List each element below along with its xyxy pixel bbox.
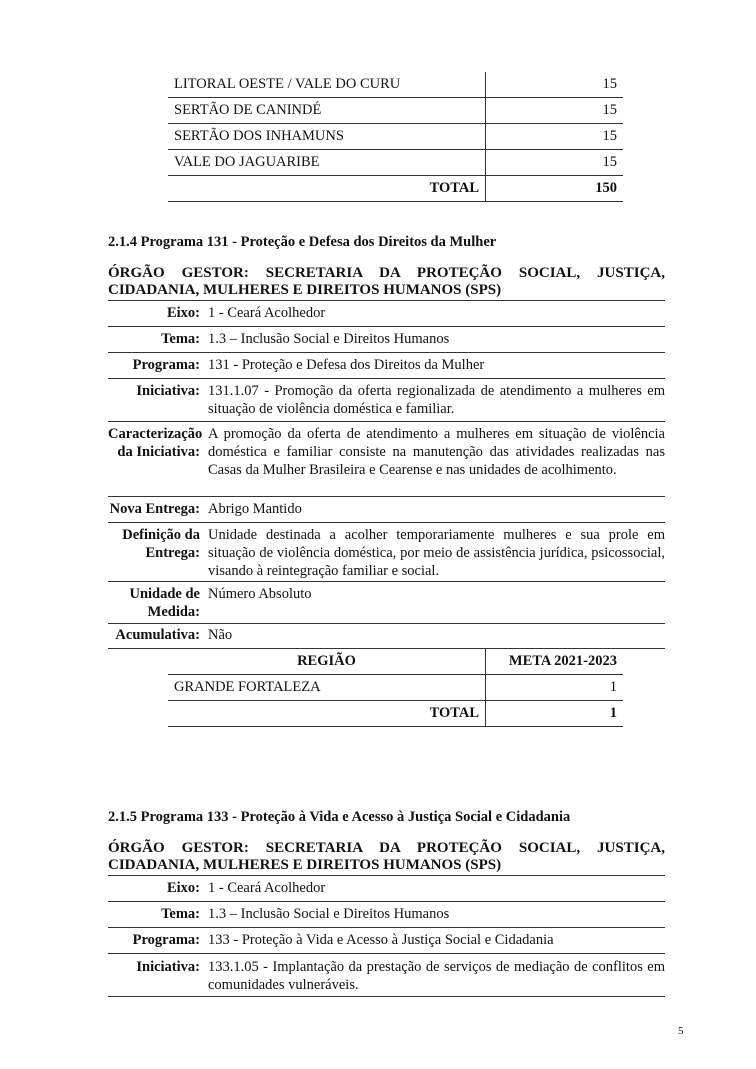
header-region: REGIÃO <box>168 649 486 675</box>
field-eixo <box>108 304 665 322</box>
field-label-line: Entrega: <box>145 545 200 561</box>
field-tema <box>108 330 665 348</box>
field-value: 1.3 – Inclusão Social e Direitos Humanos <box>208 906 450 922</box>
region-cell: GRANDE FORTALEZA <box>168 675 486 701</box>
value-cell: 15 <box>486 150 624 176</box>
meta-region-table <box>168 649 623 727</box>
top-region-table <box>168 72 623 202</box>
org-line-2: CIDADANIA, MULHERES E DIREITOS HUMANOS (SPS) <box>108 282 502 298</box>
field-label <box>108 425 208 479</box>
table-row <box>168 72 623 98</box>
field-iniciativa <box>108 382 665 418</box>
org-gestor-215 <box>108 840 665 874</box>
divider <box>108 875 665 876</box>
field-label: Tema: <box>161 906 200 922</box>
total-row <box>168 176 623 202</box>
divider <box>108 581 665 582</box>
field-value: 1 - Ceará Acolhedor <box>208 880 326 896</box>
divider <box>108 522 665 523</box>
total-row <box>168 701 623 727</box>
field-label-line: Unidade de <box>129 586 200 602</box>
header-meta: META 2021-2023 <box>486 649 624 675</box>
field-programa <box>108 931 665 949</box>
field-unidade <box>108 585 665 621</box>
total-label: TOTAL <box>168 701 486 727</box>
field-value: A promoção da oferta de atendimento a mulheres em situação de violência doméstica e familiar consiste na manutenção das atividades realizadas nas Casas da Mulher Brasileira e Cearense e nas unidades de acolhimento. <box>208 426 665 478</box>
field-label: Iniciativa: <box>136 383 200 399</box>
field-value: 131.1.07 - Promoção da oferta regionalizada de atendimento a mulheres em situação de violência doméstica e familiar. <box>208 383 665 417</box>
table-row <box>168 675 623 701</box>
total-label: TOTAL <box>168 176 486 202</box>
field-label-line: Caracterização <box>108 426 203 442</box>
field-label: Eixo: <box>166 880 200 896</box>
table-row <box>168 98 623 124</box>
org-line-1: ÓRGÃO GESTOR: SECRETARIA DA PROTEÇÃO SOCIAL, JUSTIÇA, <box>108 265 665 281</box>
field-acumulativa <box>108 626 665 644</box>
divider <box>108 300 665 301</box>
field-label <box>108 526 208 580</box>
org-line-2: CIDADANIA, MULHERES E DIREITOS HUMANOS (SPS) <box>108 857 502 873</box>
divider <box>108 496 665 497</box>
divider <box>108 996 665 997</box>
field-label <box>108 585 208 621</box>
field-label: Programa: <box>132 932 200 948</box>
divider <box>108 927 665 928</box>
field-label: Tema: <box>161 331 200 347</box>
table-row <box>168 124 623 150</box>
field-value: 1.3 – Inclusão Social e Direitos Humanos <box>208 331 450 347</box>
field-value: Unidade destinada a acolher temporariamente mulheres e sua prole em situação de violência doméstica, por meio de assistência jurídica, psicossocial, visando à reintegração familiar e social. <box>208 527 665 579</box>
divider <box>108 421 665 422</box>
field-programa <box>108 356 665 374</box>
divider <box>108 953 665 954</box>
field-value: 1 - Ceará Acolhedor <box>208 305 326 321</box>
field-label-line: da Iniciativa: <box>117 444 200 460</box>
field-value: 133.1.05 - Implantação da prestação de serviços de mediação de conflitos em comunidades vulneráveis. <box>208 959 665 993</box>
region-cell: SERTÃO DOS INHAMUNS <box>168 124 486 150</box>
field-value: Abrigo Mantido <box>208 501 302 517</box>
field-label: Acumulativa: <box>115 627 200 643</box>
field-label: Iniciativa: <box>136 959 200 975</box>
value-cell: 15 <box>486 72 624 98</box>
divider <box>108 326 665 327</box>
field-definicao <box>108 526 665 580</box>
field-tema <box>108 905 665 923</box>
total-value: 1 <box>486 701 624 727</box>
table-header-row <box>168 649 623 675</box>
divider <box>108 901 665 902</box>
region-cell: SERTÃO DE CANINDÉ <box>168 98 486 124</box>
field-label-line: Medida: <box>147 604 200 620</box>
value-cell: 1 <box>486 675 624 701</box>
org-line-1: ÓRGÃO GESTOR: SECRETARIA DA PROTEÇÃO SOCIAL, JUSTIÇA, <box>108 840 665 856</box>
field-nova-entrega <box>108 500 665 518</box>
table-row <box>168 150 623 176</box>
divider <box>108 352 665 353</box>
field-caracterizacao <box>108 425 665 479</box>
field-value: 133 - Proteção à Vida e Acesso à Justiça Social e Cidadania <box>208 932 554 948</box>
field-value: Número Absoluto <box>208 586 312 602</box>
field-label: Programa: <box>132 357 200 373</box>
section-title-214: 2.1.4 Programa 131 - Proteção e Defesa dos Direitos da Mulher <box>108 234 497 250</box>
region-cell: LITORAL OESTE / VALE DO CURU <box>168 72 486 98</box>
page-number: 5 <box>678 1025 684 1037</box>
field-label: Nova Entrega: <box>109 501 200 517</box>
field-value: 131 - Proteção e Defesa dos Direitos da Mulher <box>208 357 485 373</box>
total-value: 150 <box>486 176 624 202</box>
value-cell: 15 <box>486 98 624 124</box>
field-label-line: Definição da <box>122 527 200 543</box>
value-cell: 15 <box>486 124 624 150</box>
divider <box>108 378 665 379</box>
region-cell: VALE DO JAGUARIBE <box>168 150 486 176</box>
field-value: Não <box>208 627 233 643</box>
field-iniciativa <box>108 958 665 994</box>
section-title-215: 2.1.5 Programa 133 - Proteção à Vida e Acesso à Justiça Social e Cidadania <box>108 809 571 825</box>
field-label: Eixo: <box>166 305 200 321</box>
field-eixo <box>108 879 665 897</box>
divider <box>108 623 665 624</box>
org-gestor-214 <box>108 265 665 299</box>
